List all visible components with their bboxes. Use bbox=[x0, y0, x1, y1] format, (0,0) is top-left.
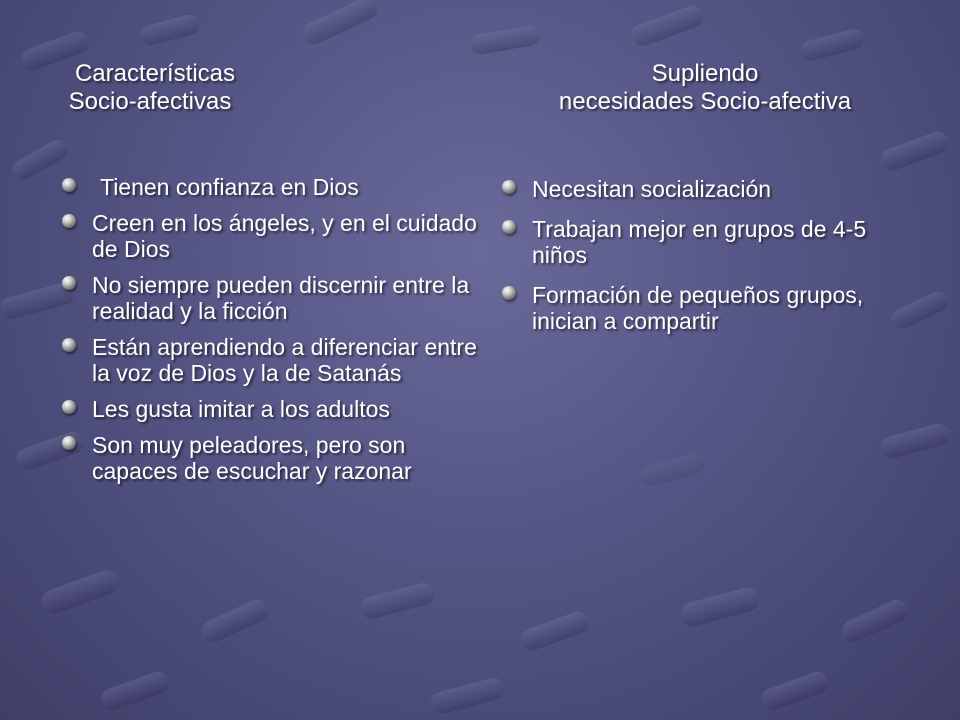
list-item-text: Están aprendiendo a diferenciar entre la voz de Dios y la de Satanás bbox=[92, 334, 477, 386]
bullet-icon bbox=[62, 436, 76, 450]
list-item bbox=[498, 282, 918, 334]
list-item-text: No siempre pueden discernir entre la realidad y la ficción bbox=[92, 272, 470, 324]
list-item-text: Tienen confianza en Dios bbox=[100, 174, 359, 200]
list-item-text: Son muy peleadores, pero son capaces de escuchar y razonar bbox=[92, 432, 412, 484]
bullet-icon bbox=[502, 180, 516, 194]
list-item-text: Creen en los ángeles, y en el cuidado de Dios bbox=[92, 210, 477, 262]
list-item-text: Formación de pequeños grupos, inician a compartir bbox=[532, 282, 864, 334]
bullet-icon bbox=[62, 214, 76, 228]
list-item bbox=[58, 272, 478, 324]
left-bullet-list bbox=[58, 174, 478, 494]
bullet-icon bbox=[502, 220, 516, 234]
right-column-heading bbox=[505, 60, 905, 116]
right-heading-line2: necesidades Socio-afectiva bbox=[558, 88, 852, 115]
bullet-icon bbox=[62, 400, 76, 414]
bullet-icon bbox=[62, 338, 76, 352]
list-item bbox=[58, 174, 478, 200]
list-item-text: Les gusta imitar a los adultos bbox=[92, 396, 390, 422]
list-item bbox=[498, 216, 918, 268]
right-bullet-list bbox=[498, 176, 918, 348]
list-item bbox=[58, 210, 478, 262]
left-heading-line2: Socio-afectivas bbox=[68, 88, 232, 115]
left-heading-line1: Características bbox=[74, 60, 236, 87]
list-item bbox=[58, 396, 478, 422]
list-item-text: Necesitan socialización bbox=[532, 176, 772, 202]
bullet-icon bbox=[502, 286, 516, 300]
list-item bbox=[58, 334, 478, 386]
list-item bbox=[58, 432, 478, 484]
list-item-text: Trabajan mejor en grupos de 4-5 niños bbox=[532, 216, 867, 268]
left-column-heading bbox=[30, 60, 270, 116]
bullet-icon bbox=[62, 276, 76, 290]
bullet-icon bbox=[62, 178, 76, 192]
list-item bbox=[498, 176, 918, 202]
right-heading-line1: Supliendo bbox=[651, 60, 759, 87]
